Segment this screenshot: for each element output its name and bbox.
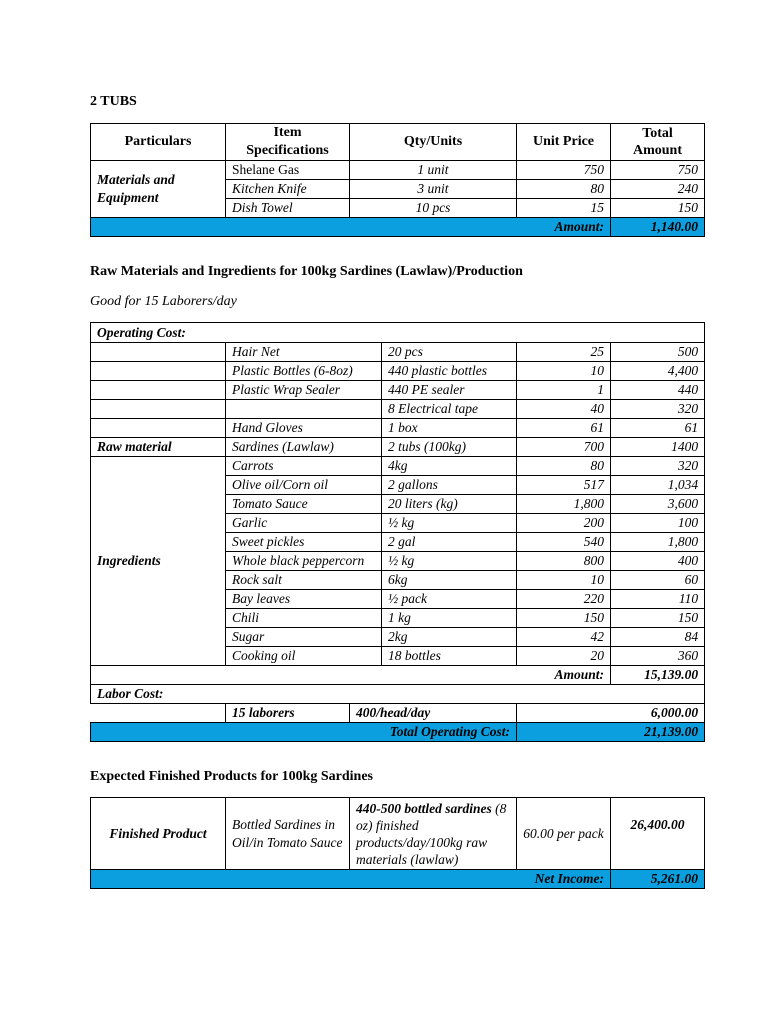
- item-name: Garlic: [226, 514, 382, 533]
- item-total: 3,600: [611, 495, 705, 514]
- item-unit-price: 15: [517, 199, 611, 218]
- operating-cost-label: Operating Cost:: [91, 323, 705, 343]
- item-total: 440: [611, 381, 705, 400]
- item-unit-price: 40: [517, 400, 611, 419]
- item-name: Plastic Bottles (6-8oz): [226, 362, 382, 381]
- item-name: Hand Gloves: [226, 419, 382, 438]
- item-qty: 8 Electrical tape: [382, 400, 517, 419]
- labor-cost-label: Labor Cost:: [91, 685, 705, 704]
- item-total: 240: [611, 180, 705, 199]
- item-name: Shelane Gas: [226, 161, 350, 180]
- item-unit-price: 750: [517, 161, 611, 180]
- item-name: Bay leaves: [226, 590, 382, 609]
- item-qty: 1 box: [382, 419, 517, 438]
- item-qty: 2 gallons: [382, 476, 517, 495]
- item-unit-price: 1,800: [517, 495, 611, 514]
- item-unit-price: 42: [517, 628, 611, 647]
- item-name: Sweet pickles: [226, 533, 382, 552]
- header-particulars: Particulars: [91, 124, 226, 161]
- item-qty: 2kg: [382, 628, 517, 647]
- empty-cell: [91, 419, 226, 438]
- amount-label: Amount:: [91, 218, 611, 237]
- item-unit-price: 517: [517, 476, 611, 495]
- item-unit-price: 540: [517, 533, 611, 552]
- finished-product-desc-rest: (8 oz) finished products/day/100kg raw materials (lawlaw): [356, 800, 507, 867]
- empty-cell: [91, 381, 226, 400]
- item-qty: ½ kg: [382, 552, 517, 571]
- item-qty: 3 unit: [350, 180, 517, 199]
- empty-cell: [91, 343, 226, 362]
- header-qty-units: Qty/Units: [350, 124, 517, 161]
- materials-table: [90, 123, 705, 237]
- header-total-amount: Total Amount: [611, 124, 705, 161]
- item-total: 1400: [611, 438, 705, 457]
- item-total: 150: [611, 609, 705, 628]
- item-qty: 2 gal: [382, 533, 517, 552]
- item-qty: 18 bottles: [382, 647, 517, 666]
- item-total: 320: [611, 400, 705, 419]
- item-unit-price: 800: [517, 552, 611, 571]
- item-qty: ½ kg: [382, 514, 517, 533]
- item-qty: 20 liters (kg): [382, 495, 517, 514]
- ingredients-label: Ingredients: [91, 457, 226, 666]
- item-total: 500: [611, 343, 705, 362]
- item-unit-price: 150: [517, 609, 611, 628]
- section3-title: Expected Finished Products for 100kg Sardines: [90, 769, 374, 784]
- section2-title: Raw Materials and Ingredients for 100kg Sardines (Lawlaw)/Production: [90, 264, 523, 279]
- operating-cost-table: [90, 322, 705, 742]
- item-name: Hair Net: [226, 343, 382, 362]
- item-name: Chili: [226, 609, 382, 628]
- net-income-label: Net Income:: [91, 870, 611, 889]
- item-qty: 1 unit: [350, 161, 517, 180]
- item-qty: ½ pack: [382, 590, 517, 609]
- finished-product-price: 60.00 per pack: [517, 798, 611, 870]
- item-name: Plastic Wrap Sealer: [226, 381, 382, 400]
- item-unit-price: 80: [517, 457, 611, 476]
- item-name: Kitchen Knife: [226, 180, 350, 199]
- labor-count: 15 laborers: [226, 704, 350, 723]
- labor-value: 6,000.00: [517, 704, 705, 723]
- group-materials-equipment: Materials and Equipment: [91, 161, 226, 218]
- item-unit-price: 200: [517, 514, 611, 533]
- section2-subtitle: Good for 15 Laborers/day: [90, 294, 237, 309]
- item-total: 100: [611, 514, 705, 533]
- item-unit-price: 10: [517, 362, 611, 381]
- finished-product-item: Bottled Sardines in Oil/in Tomato Sauce: [226, 798, 350, 870]
- header-item-specifications: Item Specifications: [226, 124, 350, 161]
- finished-product-desc: [350, 798, 517, 870]
- item-name: Sugar: [226, 628, 382, 647]
- finished-product-table: [90, 797, 705, 889]
- item-name: Tomato Sauce: [226, 495, 382, 514]
- empty-cell: [91, 362, 226, 381]
- item-name: Whole black peppercorn: [226, 552, 382, 571]
- empty-cell: [91, 400, 226, 419]
- raw-material-label: Raw material: [91, 438, 226, 457]
- item-total: 400: [611, 552, 705, 571]
- item-name: [226, 400, 382, 419]
- item-unit-price: 80: [517, 180, 611, 199]
- item-total: 61: [611, 419, 705, 438]
- item-qty: 2 tubs (100kg): [382, 438, 517, 457]
- item-unit-price: 700: [517, 438, 611, 457]
- item-unit-price: 61: [517, 419, 611, 438]
- item-total: 150: [611, 199, 705, 218]
- item-name: Carrots: [226, 457, 382, 476]
- item-total: 4,400: [611, 362, 705, 381]
- amount-label: Amount:: [91, 666, 611, 685]
- total-operating-value: 21,139.00: [517, 723, 705, 742]
- item-name: Rock salt: [226, 571, 382, 590]
- item-total: 750: [611, 161, 705, 180]
- item-name: Olive oil/Corn oil: [226, 476, 382, 495]
- labor-rate: 400/head/day: [350, 704, 517, 723]
- item-qty: 10 pcs: [350, 199, 517, 218]
- item-name: Sardines (Lawlaw): [226, 438, 382, 457]
- amount-value: 1,140.00: [611, 218, 705, 237]
- item-unit-price: 25: [517, 343, 611, 362]
- total-operating-label: Total Operating Cost:: [91, 723, 517, 742]
- net-income-value: 5,261.00: [611, 870, 705, 889]
- empty-cell: [91, 704, 226, 723]
- finished-product-value: 26,400.00: [611, 798, 705, 870]
- item-total: 84: [611, 628, 705, 647]
- item-qty: 440 plastic bottles: [382, 362, 517, 381]
- item-total: 1,800: [611, 533, 705, 552]
- finished-product-label: Finished Product: [91, 798, 226, 870]
- finished-product-qty: 440-500 bottled sardines: [356, 800, 492, 816]
- item-total: 110: [611, 590, 705, 609]
- item-qty: 20 pcs: [382, 343, 517, 362]
- amount-value: 15,139.00: [611, 666, 705, 685]
- item-total: 360: [611, 647, 705, 666]
- section1-title: 2 TUBS: [90, 94, 137, 109]
- item-total: 60: [611, 571, 705, 590]
- item-unit-price: 20: [517, 647, 611, 666]
- item-unit-price: 220: [517, 590, 611, 609]
- item-unit-price: 10: [517, 571, 611, 590]
- item-qty: 4kg: [382, 457, 517, 476]
- item-unit-price: 1: [517, 381, 611, 400]
- item-qty: 1 kg: [382, 609, 517, 628]
- item-qty: 440 PE sealer: [382, 381, 517, 400]
- item-name: Cooking oil: [226, 647, 382, 666]
- item-total: 1,034: [611, 476, 705, 495]
- item-name: Dish Towel: [226, 199, 350, 218]
- item-total: 320: [611, 457, 705, 476]
- item-qty: 6kg: [382, 571, 517, 590]
- header-unit-price: Unit Price: [517, 124, 611, 161]
